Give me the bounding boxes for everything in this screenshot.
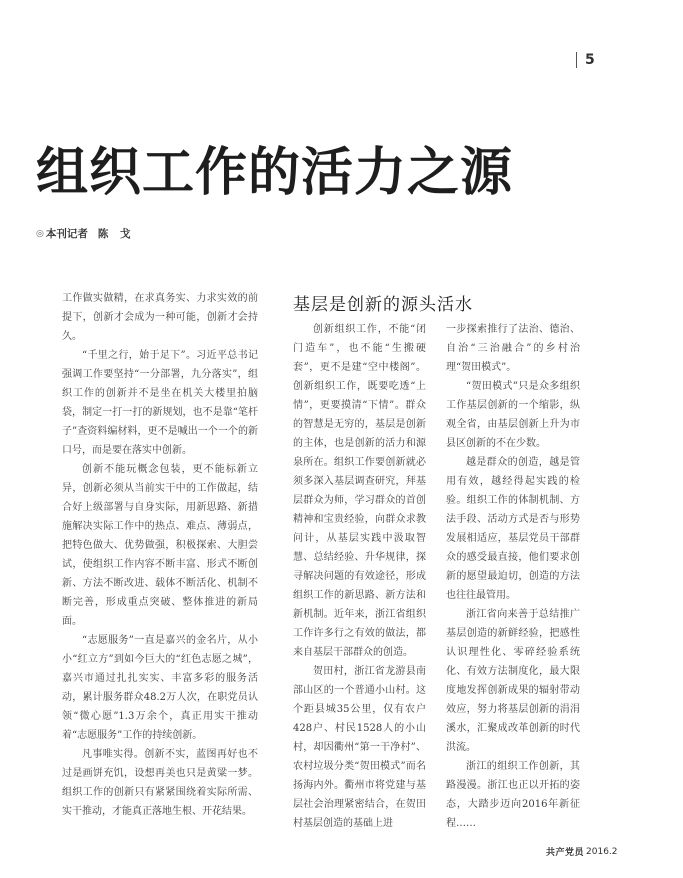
paragraph: 创新组织工作，不能“闭门造车”，也不能“生搬硬套”，更不是建“空中楼阁”。创新组织工作，既要吃透“上情”，更要摸清“下情”。群众的智慧是无穷的，基层是创新的主体，也是创新的活力和源泉所在。组织工作要创新就必须多深入基层调查研究，拜基层群众为师，学习群众的首创精神和宝贵经验，向群众求教问计，从基层实践中汲取智慧、总结经验、升华规律，探寻解决问题的有效途径，形成组织工作的新思路、新方法和新机制。近年来，浙江省组织工作许多行之有效的做法，都来自基层干部群众的创造。 <box>293 324 426 658</box>
paragraph: 贺田村，浙江省龙游县南部山区的一个普通小山村。这个距县城35公里，仅有农户428户、村民1528人的小山村，却因衢州“第一干净村”、农村垃圾分类“贺田模式”而名扬海内外。衢州市将党建与基层社会治理紧密结合，在贺田村基层创造的基础上进 <box>293 666 426 829</box>
page-number: 5 <box>585 52 595 68</box>
circle-icon: ◎ <box>36 228 44 239</box>
paragraph: 浙江的组织工作创新，其路漫漫。浙江也正以开拓的姿态，大踏步迈向2016年新征程…… <box>446 761 580 829</box>
page-footer <box>546 845 618 858</box>
section-heading: 基层是创新的源头活水 <box>293 295 473 315</box>
text-column-2 <box>293 320 426 833</box>
text-column-3 <box>446 320 580 833</box>
paragraph: 一步探索推行了法治、德治、自治“三治融合”的乡村治理“贺田模式”。 <box>446 324 580 373</box>
page-number-block <box>576 52 595 68</box>
paragraph: 工作做实做精，在求真务实、力求实效的前提下，创新才会成为一种可能，创新才会持久。 <box>62 293 258 342</box>
page-number-divider <box>576 52 577 68</box>
byline-label: 本刊记者 <box>45 228 88 240</box>
paragraph: 凡事唯实得。创新不实，蓝图再好也不过是画饼充饥，设想再美也只是黄粱一梦。组织工作的创新只有紧紧围绕着实际所需、实干推动，才能真正落地生根、开花结果。 <box>62 749 258 817</box>
byline-author: 陈 戈 <box>97 228 135 240</box>
text-column-1 <box>62 289 258 821</box>
paragraph: “千里之行，始于足下”。习近平总书记强调工作要坚持“一分部署，九分落实”，组织工作的创新并不是坐在机关大楼里拍脑袋，制定一打一打的新规划，也不是靠“笔杆子”查资料编材料，更不是喊出一个一个的新口号，而是要在落实中创新。 <box>62 350 258 456</box>
paragraph: 越是群众的创造，越是管用有效，越经得起实践的检验。组织工作的体制机制、方法手段、活动方式是否与形势发展相适应，基层党员干部群众的感受最直接，他们要求创新的愿望最迫切，创造的方法也往往最管用。 <box>446 457 580 601</box>
paragraph: “志愿服务”一直是嘉兴的金名片，从小小“红立方”到如今巨大的“红色志愿之城”，嘉兴市通过扎扎实实、丰富多彩的服务活动，累计服务群众48.2万人次，在职党员认领“微心愿”1.3万余个，真正用实干推动着“志愿服务”工作的持续创新。 <box>62 635 258 741</box>
paragraph: 创新不能玩概念包装，更不能标新立异，创新必须从当前实干中的工作做起，结合好上级部署与自身实际，用新思路、新措施解决实际工作中的热点、难点、薄弱点，把特色做大、优势做强，积极探索、大胆尝试，使组织工作内容不断丰富、形式不断创新、方法不断改进、载体不断活化、机制不断完善，形成重点突破、整体推进的新局面。 <box>62 464 258 627</box>
paragraph: 浙江省向来善于总结推广基层创造的新鲜经验，把感性认识理性化、零碎经验系统化、有效方法制度化，最大限度地发挥创新成果的辐射带动效应，努力将基层创新的涓涓溪水，汇聚成改革创新的时代洪流。 <box>446 609 580 753</box>
issue-number: 2016.2 <box>586 846 618 857</box>
article-title: 组织工作的活力之源 <box>36 142 514 203</box>
byline <box>36 226 135 241</box>
magazine-logo: 共产党员 <box>546 848 585 858</box>
paragraph: “贺田模式”只是众多组织工作基层创新的一个缩影，纵观全省，由基层创新上升为市县区创新的不在少数。 <box>446 381 580 449</box>
